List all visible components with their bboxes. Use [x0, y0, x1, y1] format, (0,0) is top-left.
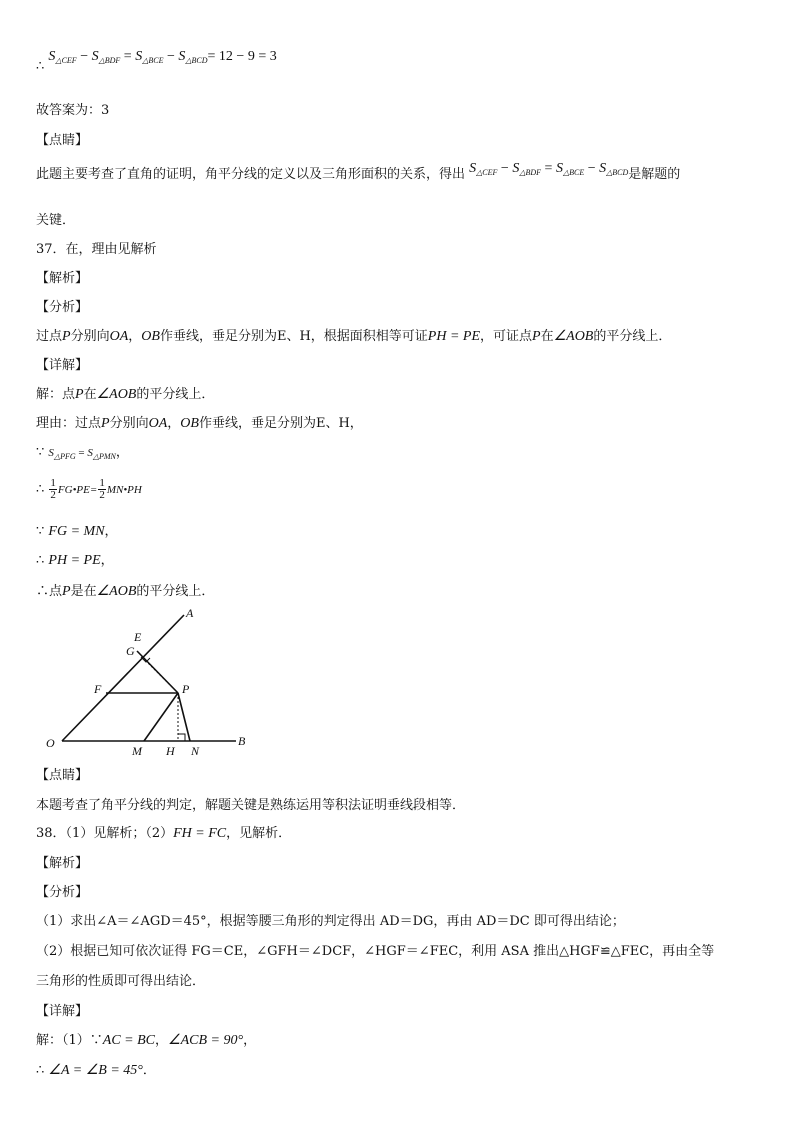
therefore-symbol: ∴: [36, 1063, 45, 1078]
fraction-half: $\frac{1}{2}$: [99, 477, 105, 501]
answer-line: 故答案为：3: [36, 103, 110, 118]
label-G: G: [126, 644, 135, 658]
segment-PM: [144, 693, 178, 741]
label-O: O: [46, 736, 55, 750]
label-F: F: [94, 682, 102, 696]
section-heading-fenxi-38: 【分析】: [36, 885, 89, 900]
therefore-symbol: ∴: [36, 482, 45, 497]
label-M: M: [132, 744, 142, 755]
fg-mn-line: ∵ FG = MN，: [36, 524, 118, 539]
label-P: P: [182, 682, 190, 696]
area-equal-line: ∵ $S_{\triangle PFG} = S_{\triangle PMN}$，: [36, 445, 129, 461]
therefore-symbol: ∴: [36, 59, 45, 74]
fenxi-37-text: 过点P分别向OA，OB作垂线，垂足分别为E、H，根据面积相等可证PH = PE，可证点P在∠AOB的平分线上．: [36, 329, 672, 344]
label-N: N: [191, 744, 200, 755]
therefore-symbol: ∴: [36, 553, 45, 568]
comment-text-2: 本题考查了角平分线的判定，解题关键是熟练运用等积法证明垂线段相等．: [36, 798, 466, 813]
label-B: B: [238, 734, 246, 748]
geometry-figure: [40, 605, 260, 755]
fenxi-38-line-1: （1）求出∠A＝∠AGD＝45°，根据等腰三角形的判定得出 AD＝DG，再由 AD＝DC 即可得出结论；: [36, 914, 625, 929]
solution-38-line-2: ∴ ∠A = ∠B = 45°．: [36, 1063, 156, 1078]
solution-37-reason: 理由：过点P分别向OA，OB作垂线，垂足分别为E、H，: [36, 416, 363, 431]
conclusion-37: ∴点P是在∠AOB的平分线上．: [36, 584, 215, 599]
section-heading-jiexi-38: 【解析】: [36, 856, 89, 871]
solution-37-statement: 解：点P在∠AOB的平分线上．: [36, 387, 215, 402]
section-heading-comment: 【点睛】: [36, 133, 89, 148]
comment-text-line-2: 关键．: [36, 213, 76, 228]
section-heading-jiexi: 【解析】: [36, 271, 89, 286]
section-heading-xiangjie-38: 【详解】: [36, 1004, 89, 1019]
equation-line-1: ∴ $S_{\triangle CEF} - S_{\triangle BDF} = S_{\triangle BCE} - S_{\triangle BCD}= 12 - 9 = 3$: [36, 49, 277, 74]
fenxi-38-line-3: 三角形的性质即可得出结论．: [36, 974, 206, 989]
fraction-half: $\frac{1}{2}$: [50, 477, 56, 501]
because-symbol: ∵: [89, 1033, 103, 1048]
right-angle-mark-H: [178, 734, 185, 741]
half-product-line: ∴ $\frac{1}{2}$ FG•PE= $\frac{1}{2}$ MN•PH: [36, 477, 142, 501]
solution-38-line-1: 解：（1）∵AC = BC，∠ACB = 90°，: [36, 1033, 257, 1048]
section-heading-fenxi: 【分析】: [36, 300, 89, 315]
therefore-symbol: ∴: [36, 584, 50, 599]
because-symbol: ∵: [36, 524, 45, 539]
fenxi-38-line-2: （2）根据已知可依次证得 FG＝CE，∠GFH＝∠DCF，∠HGF＝∠FEC，利用 ASA 推出△HGF≌△FEC，再由全等: [36, 944, 715, 959]
question-37-answer: 37．在，理由见解析: [36, 242, 157, 257]
inline-area-equation: $S_{\triangle CEF} - S_{\triangle BDF} = S_{\triangle BCE} - S_{\triangle BCD}$: [469, 161, 629, 177]
question-38-answer: 38．（1）见解析；（2）FH = FC，见解析．: [36, 826, 292, 841]
comment-text-line-1: 此题主要考查了直角的证明，角平分线的定义以及三角形面积的关系，得出 $S_{\triangle CEF} - S_{\triangle BDF} = S_{\triangle BCE} - S_{\triangle BCD}$是解题的: [36, 161, 681, 182]
label-A: A: [186, 606, 194, 620]
ph-pe-line: ∴ PH = PE，: [36, 553, 114, 568]
label-H: H: [166, 744, 175, 755]
label-E: E: [134, 630, 142, 644]
ray-OA: [62, 615, 184, 741]
because-symbol: ∵: [36, 445, 45, 460]
section-heading-comment-2: 【点睛】: [36, 768, 89, 783]
section-heading-xiangjie: 【详解】: [36, 358, 89, 373]
